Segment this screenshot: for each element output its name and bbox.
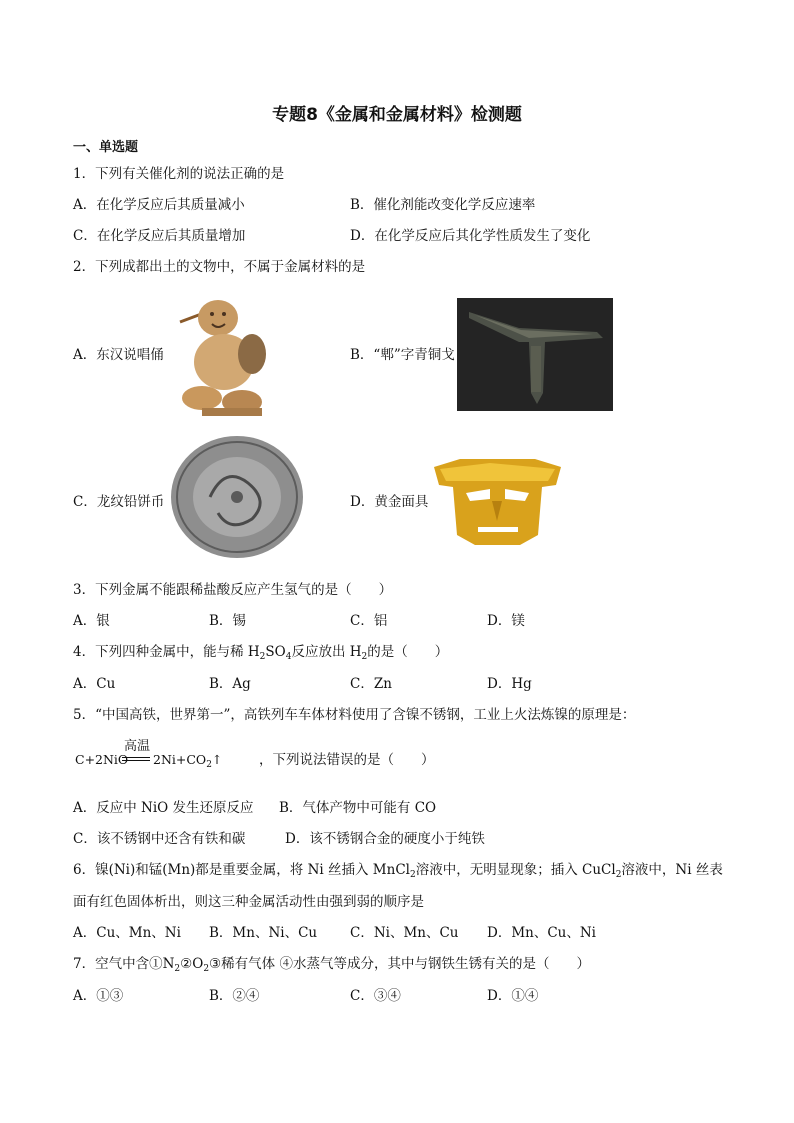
- q3-option-b: B．锡: [209, 613, 246, 629]
- section-heading: 一、单选题: [73, 140, 139, 155]
- q5-option-d: D．该不锈钢合金的硬度小于纯铁: [285, 831, 485, 847]
- q6-option-a: A．Cu、Mn、Ni: [73, 925, 181, 941]
- q7-stem: 7．空气中含$①N_2②O_2③$稀有气体 ④水蒸气等成分，其中与钢铁生锈有关的是（ ）: [73, 956, 590, 974]
- q6-stem-line2: 面有红色固体析出，则这三种金属活动性由强到弱的顺序是: [73, 894, 424, 910]
- q2-option-c: C．龙纹铅饼币: [73, 494, 165, 510]
- q5-equation-bar-top: [122, 757, 150, 758]
- q4-stem: 4．下列四种金属中，能与稀 $H_2SO_4$反应放出 $H_2$的是（ ）: [73, 644, 449, 662]
- q2-option-d: D．黄金面具: [350, 494, 429, 510]
- q5-option-a: A．反应中 NiO 发生还原反应: [73, 800, 254, 816]
- q1-option-a: A．在化学反应后其质量减小: [73, 197, 245, 213]
- q5-option-c: C．该不锈钢中还含有铁和碳: [73, 831, 246, 847]
- q4-option-d: D．Hg: [487, 676, 532, 692]
- q6-option-d: D．Mn、Cu、Ni: [487, 925, 596, 941]
- q4-option-a: A．Cu: [73, 676, 116, 692]
- q3-option-d: D．镁: [487, 613, 525, 629]
- q5-equation-left: C+2NiO: [75, 752, 129, 767]
- q4-option-c: C．Zn: [350, 676, 392, 692]
- q1-stem: 1．下列有关催化剂的说法正确的是: [73, 166, 285, 182]
- q2-stem: 2．下列成都出土的文物中，不属于金属材料的是: [73, 259, 366, 275]
- q2-option-b: B．“郫”字青铜戈: [350, 347, 455, 363]
- page-title: 专题8《金属和金属材料》检测题: [272, 105, 522, 125]
- q5-equation-right: $2Ni+CO_2↑$: [153, 752, 223, 770]
- gold-mask-image: [430, 455, 565, 548]
- q1-option-c: C．在化学反应后其质量增加: [73, 228, 246, 244]
- q6-stem-line1: 6．镍(Ni)和锰(Mn)都是重要金属，将 Ni 丝插入 MnCl$_2$溶液中，无明显现象；插入 CuCl$_2$溶液中，Ni 丝表: [73, 862, 723, 880]
- q5-option-b: B．气体产物中可能有 CO: [279, 800, 437, 816]
- q2-option-a: A．东汉说唱俑: [73, 347, 164, 363]
- q7-option-d: D．①④: [487, 988, 539, 1004]
- q6-option-c: C．Ni、Mn、Cu: [350, 925, 459, 941]
- q5-stem-tail: ，下列说法错误的是（ ）: [259, 752, 435, 768]
- q5-stem: 5．“中国高铁，世界第一”，高铁列车车体材料使用了含镍不锈钢，工业上火法炼镍的原理是：: [73, 707, 636, 723]
- q7-option-a: A．①③: [73, 988, 124, 1004]
- q6-option-b: B．Mn、Ni、Cu: [209, 925, 318, 941]
- bronze-ge-image: [457, 298, 613, 411]
- q3-stem: 3．下列金属不能跟稀盐酸反应产生氢气的是（ ）: [73, 582, 393, 598]
- q7-option-b: B．②④: [209, 988, 260, 1004]
- q1-option-b: B．催化剂能改变化学反应速率: [350, 197, 536, 213]
- q5-equation-bar-bottom: [122, 760, 150, 761]
- q1-option-d: D．在化学反应后其化学性质发生了变化: [350, 228, 591, 244]
- dragon-coin-image: [170, 435, 305, 560]
- q3-option-c: C．铝: [350, 613, 388, 629]
- clay-figurine-image: [172, 292, 277, 424]
- q4-option-b: B．Ag: [209, 676, 251, 692]
- q3-option-a: A．银: [73, 613, 110, 629]
- q7-option-c: C．③④: [350, 988, 401, 1004]
- q5-equation-condition: 高温: [124, 739, 151, 754]
